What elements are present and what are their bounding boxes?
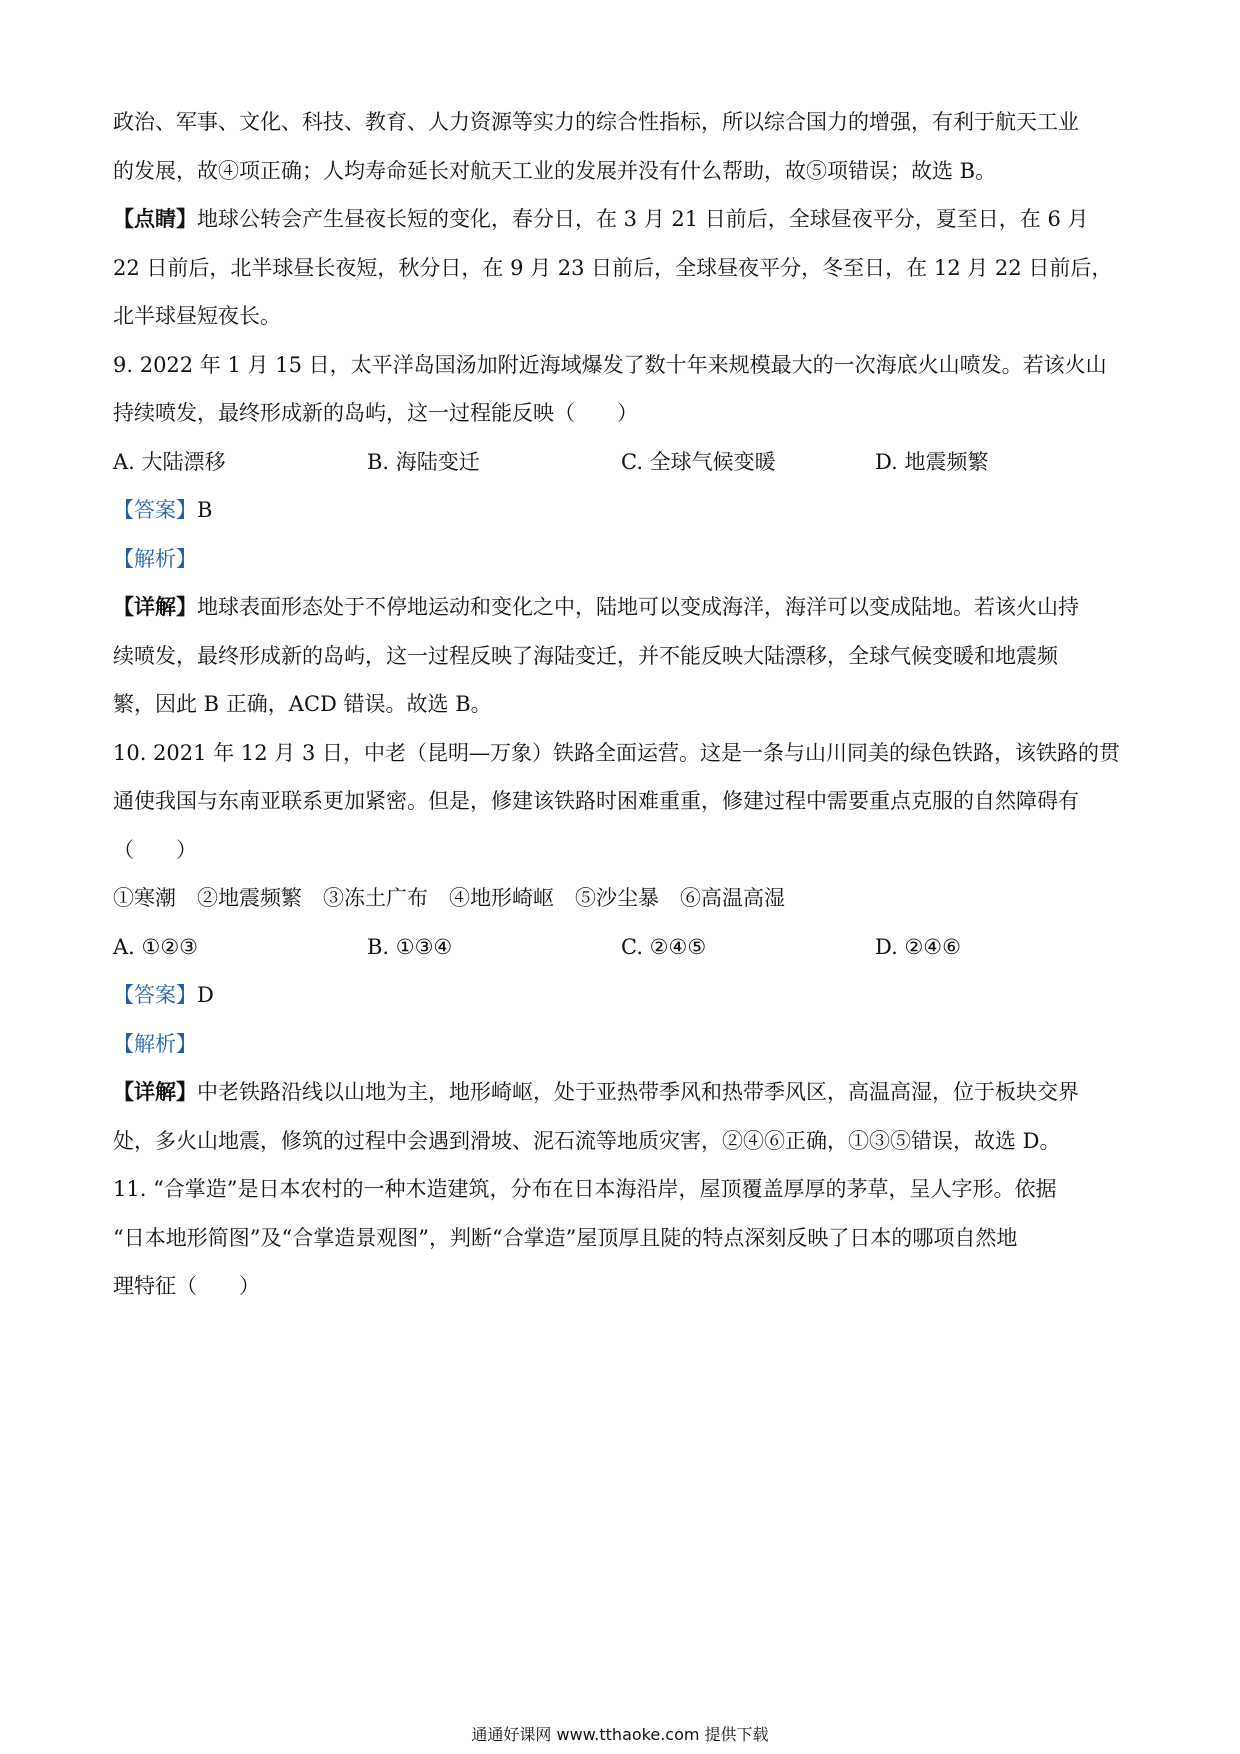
q9-analysis-tag: 【解析】 (113, 546, 197, 571)
q10-items: ①寒潮 ②地震频繁 ③冻土广布 ④地形崎岖 ⑤沙尘暴 ⑥高温高湿 (113, 886, 785, 910)
q10-option-a: A. ①②③ (113, 934, 198, 959)
q9-option-a: A. 大陆漂移 (113, 449, 226, 474)
point-text: 地球公转会产生昼夜长短的变化，春分日，在 3 月 21 日前后，全球昼夜平分，夏至日，在 6 月 (197, 207, 1089, 231)
q10-stem-line-1: 10. 2021 年 12 月 3 日，中老（昆明—万象）铁路全面运营。这是一条与山川同美的绿色铁路，该铁路的贯 (113, 740, 1120, 765)
q10-detail-text: 中老铁路沿线以山地为主，地形崎岖，处于亚热带季风和热带季风区，高温高湿，位于板块交界 (197, 1080, 1079, 1104)
q10-stem-line-2: 通使我国与东南亚联系更加紧密。但是，修建该铁路时困难重重，修建过程中需要重点克服的自然障碍有 (113, 789, 1079, 813)
q9-stem-line-2: 持续喷发，最终形成新的岛屿，这一过程能反映（ ） (113, 401, 638, 425)
q9-detail-text: 地球表面形态处于不停地运动和变化之中，陆地可以变成海洋，海洋可以变成陆地。若该火山持 (197, 595, 1079, 619)
q9-answer-value: B (197, 498, 213, 522)
q10-option-c: C. ②④⑤ (621, 934, 707, 959)
q10-detail-line-1 (113, 1068, 1135, 1117)
q9-option-b: B. 海陆变迁 (367, 449, 480, 474)
q9-answer (113, 486, 1135, 535)
q11-stem-line-1: 11. “合掌造”是日本农村的一种木造建筑，分布在日本海沿岸，屋顶覆盖厚厚的茅草，呈人字形。依据 (113, 1177, 1057, 1201)
q9-option-d: D. 地震频繁 (875, 449, 989, 474)
point-tag: 【点睛】 (113, 206, 197, 231)
q9-option-c: C. 全球气候变暖 (621, 449, 776, 474)
q11-stem-line-2: “日本地形简图”及“合掌造景观图”，判断“合掌造”屋顶厚且陡的特点深刻反映了日本的哪项自然地 (113, 1225, 1018, 1250)
q9-detail-tag: 【详解】 (113, 594, 197, 619)
prev-text-line-1: 政治、军事、文化、科技、教育、人力资源等实力的综合性指标，所以综合国力的增强，有利于航天工业 (113, 110, 1079, 134)
q9-detail-line-2: 续喷发，最终形成新的岛屿，这一过程反映了海陆变迁，并不能反映大陆漂移，全球气候变暖和地震频 (113, 643, 1058, 668)
q10-options (113, 923, 1135, 972)
q9-detail-line-1 (113, 583, 1135, 632)
q10-option-b: B. ①③④ (367, 934, 453, 959)
q10-answer (113, 971, 1135, 1020)
q10-analysis-tag: 【解析】 (113, 1031, 197, 1056)
q9-options (113, 438, 1135, 487)
q10-option-d: D. ②④⑥ (875, 934, 961, 959)
page-content (113, 98, 1135, 1311)
q9-stem-line-1: 9. 2022 年 1 月 15 日，太平洋岛国汤加附近海域爆发了数十年来规模最大的一次海底火山喷发。若该火山 (113, 352, 1107, 377)
q10-answer-tag: 【答案】 (113, 983, 197, 1007)
q9-detail-line-3: 繁，因此 B 正确，ACD 错误。故选 B。 (113, 692, 492, 716)
q10-stem-line-3: （ ） (113, 837, 197, 862)
q11-stem-line-3: 理特征（ ） (113, 1274, 260, 1298)
q9-answer-tag: 【答案】 (113, 498, 197, 522)
point-line-2: 22 日前后，北半球昼长夜短，秋分日，在 9 月 23 日前后，全球昼夜平分，冬至日，在 12 月 22 日前后， (113, 255, 1113, 280)
q10-detail-line-2: 处，多火山地震，修筑的过程中会遇到滑坡、泥石流等地质灾害，②④⑥正确，①③⑤错误，故选 D。 (113, 1128, 1061, 1153)
page-footer: 通通好课网 www.tthaoke.com 提供下载 (471, 1725, 769, 1744)
q10-answer-value: D (197, 983, 214, 1007)
q10-detail-tag: 【详解】 (113, 1079, 197, 1104)
point-line-1 (113, 195, 1135, 244)
prev-text-line-2: 的发展，故④项正确；人均寿命延长对航天工业的发展并没有什么帮助，故⑤项错误；故选 B。 (113, 158, 997, 183)
point-line-3: 北半球昼短夜长。 (113, 304, 281, 328)
